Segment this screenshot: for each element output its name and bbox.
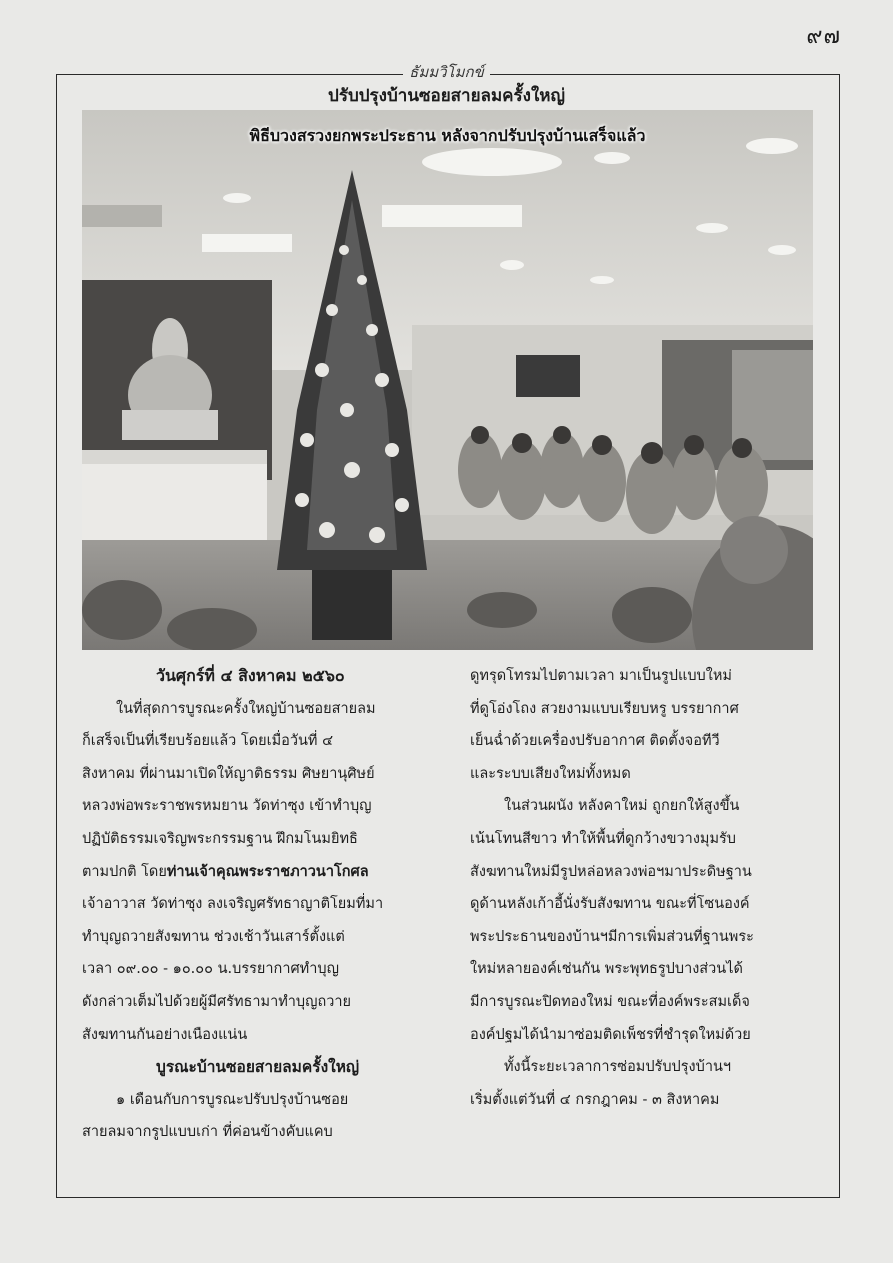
right-column	[470, 660, 826, 1116]
body-line: พระประธานของบ้านฯมีการเพิ่มส่วนที่ฐานพระ	[470, 928, 754, 945]
body-line: ปฏิบัติธรรมเจริญพระกรรมฐาน ฝึกมโนมยิทธิ	[82, 830, 358, 847]
body-line: ดูทรุดโทรมไปตามเวลา มาเป็นรูปแบบใหม่	[470, 668, 732, 684]
ceremony-photo-illustration	[82, 110, 813, 650]
body-line: ทำบุญถวายสังฆทาน ช่วงเช้าวันเสาร์ตั้งแต่	[82, 928, 345, 945]
body-line: สายลมจากรูปแบบเก่า ที่ค่อนข้างคับแคบ	[82, 1124, 333, 1141]
body-line: เริ่มตั้งแต่วันที่ ๔ กรกฎาคม - ๓ สิงหาคม	[470, 1091, 720, 1108]
date-line: วันศุกร์ที่ ๔ สิงหาคม ๒๕๖๐	[156, 666, 345, 685]
body-line: องค์ปฐมได้นำมาซ่อมติดเพ็ชรที่ชำรุดใหม่ด้วย	[470, 1026, 751, 1043]
body-line: ที่ดูโอ่งโถง สวยงามแบบเรียบหรู บรรยากาศ	[470, 700, 739, 717]
body-line: หลวงพ่อพระราชพรหมยาน วัดท่าซุง เข้าทำบุญ	[82, 798, 372, 815]
body-line: ดังกล่าวเต็มไปด้วยผู้มีศรัทธามาทำบุญถวาย	[82, 993, 352, 1010]
body-line-mixed	[82, 856, 438, 889]
body-line: ก็เสร็จเป็นที่เรียบร้อยแล้ว โดยเมื่อวันที่ ๔	[82, 733, 334, 750]
body-line: เน้นโทนสีขาว ทำให้พื้นที่ดูกว้างขวางมุมรับ	[470, 830, 737, 847]
running-header-text: ธัมมวิโมกข์	[403, 63, 490, 81]
body-line: ๑ เดือนกับการบูรณะปรับปรุงบ้านซอย	[116, 1091, 349, 1108]
body-line: และระบบเสียงใหม่ทั้งหมด	[470, 765, 631, 782]
section-subhead: บูรณะบ้านซอยสายลมครั้งใหญ่	[156, 1057, 360, 1077]
left-column	[82, 660, 438, 1149]
photo-caption: พิธีบวงสรวงยกพระประธาน หลังจากปรับปรุงบ้านเสร็จแล้ว	[249, 126, 646, 145]
ceremony-photo	[82, 110, 813, 650]
body-line: เวลา ๐๙.๐๐ - ๑๐.๐๐ น.บรรยากาศทำบุญ	[82, 961, 339, 978]
body-text: ตามปกติ โดย	[82, 863, 167, 880]
bold-name: ท่านเจ้าคุณพระราชภาวนาโกศล	[166, 862, 369, 880]
article-headline: ปรับปรุงบ้านซอยสายลมครั้งใหญ่	[328, 86, 565, 106]
running-header	[0, 60, 893, 84]
body-line: สังฆทานใหม่มีรูปหล่อหลวงพ่อฯมาประดิษฐาน	[470, 863, 752, 880]
page-number: ๙๗	[806, 24, 841, 49]
body-line: ทั้งนี้ระยะเวลาการซ่อมปรับปรุงบ้านฯ	[504, 1059, 732, 1076]
body-line: ในส่วนผนัง หลังคาใหม่ ถูกยกให้สูงขึ้น	[504, 798, 740, 815]
body-line: เย็นฉ่ำด้วยเครื่องปรับอากาศ ติดตั้งจอทีวี	[470, 733, 720, 750]
body-line: มีการบูรณะปิดทองใหม่ ขณะที่องค์พระสมเด็จ	[470, 993, 750, 1010]
body-line: เจ้าอาวาส วัดท่าซุง ลงเจริญศรัทธาญาติโยมที่มา	[82, 896, 384, 913]
body-line: ใหม่หลายองค์เช่นกัน พระพุทธรูปบางส่วนได้	[470, 961, 743, 978]
body-line: ในที่สุดการบูรณะครั้งใหญ่บ้านซอยสายลม	[116, 700, 376, 717]
body-line: สิงหาคม ที่ผ่านมาเปิดให้ญาติธรรม ศิษยานุศิษย์	[82, 765, 375, 782]
body-line: สังฆทานกันอย่างเนืองแน่น	[82, 1026, 248, 1043]
body-line: ดูด้านหลังเก้าอี้นั่งรับสังฆทาน ขณะที่โซนองค์	[470, 896, 750, 913]
